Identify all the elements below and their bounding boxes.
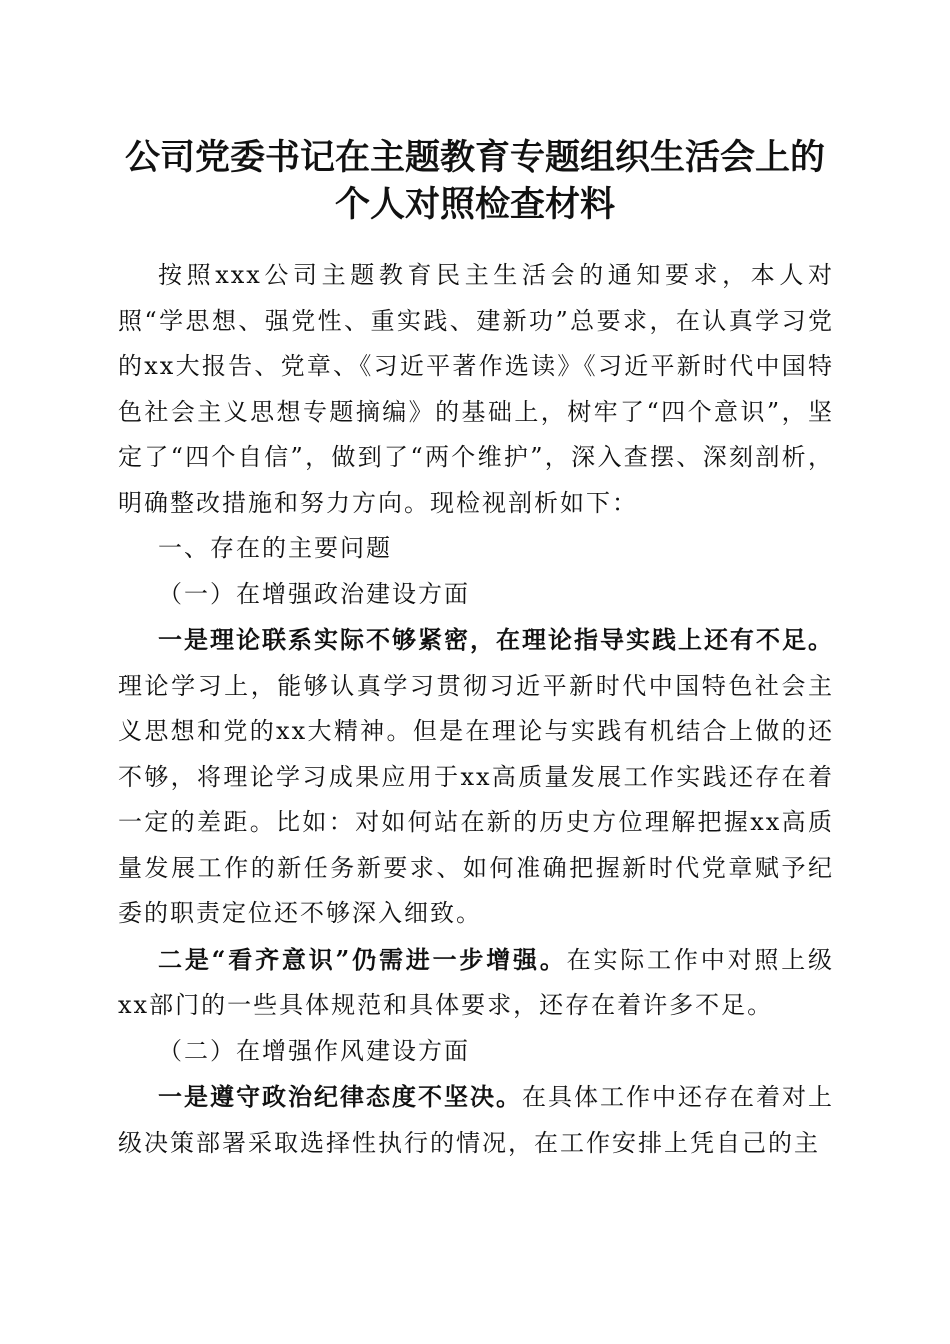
paragraph-political-discipline-lead: 一是遵守政治纪律态度不坚决。 bbox=[158, 1082, 522, 1111]
section-heading-main-problems: 一、存在的主要问题 bbox=[158, 534, 392, 562]
document-title-line-2: 个人对照检查材料 bbox=[334, 184, 615, 225]
paragraph-alignment-awareness bbox=[118, 937, 834, 1029]
intro-paragraph: 按照xxx公司主题教育民主生活会的通知要求，本人对照“学思想、强党性、重实践、建新功”总要求，在认真学习党的xx大报告、党章、《习近平著作选读》《习近平新时代中国特色社会主义思想专题摘编》的基础上，树牢了“四个意识”，坚定了“四个自信”，做到了“两个维护”，深入查摆、深刻剖析，明确整改措施和努力方向。现检视剖析如下： bbox=[118, 261, 834, 517]
paragraph-alignment-awareness-body: 在实际工作中对照上级xx部门的一些具体规范和具体要求，还存在着许多不足。 bbox=[118, 945, 835, 1019]
paragraph-political-discipline bbox=[118, 1074, 834, 1166]
paragraph-political-discipline-body: 在具体工作中还存在着对上级决策部署采取选择性执行的情况，在工作安排上凭自己的主 bbox=[118, 1083, 834, 1157]
document-title-line-1: 公司党委书记在主题教育专题组织生活会上的 bbox=[124, 137, 825, 178]
paragraph-alignment-awareness-lead: 二是“看齐意识”仍需进一步增强。 bbox=[158, 944, 567, 974]
subsection-heading-political: （一）在增强政治建设方面 bbox=[158, 579, 470, 608]
paragraph-theory-practice-body: 理论学习上，能够认真学习贯彻习近平新时代中国特色社会主义思想和党的xx大精神。但是在理论与实践有机结合上做的还不够，将理论学习成果应用于xx高质量发展工作实践还存在着一定的差距。比如：对如何站在新的历史方位理解把握xx高质量发展工作的新任务新要求、如何准确把握新时代党章赋予纪委的职责定位还不够深入细致。 bbox=[118, 671, 834, 927]
document-body bbox=[118, 253, 834, 1166]
subsection-heading-style: （二）在增强作风建设方面 bbox=[158, 1036, 470, 1065]
paragraph-theory-practice-lead: 一是理论联系实际不够紧密，在理论指导实践上还有不足。 bbox=[158, 625, 834, 654]
paragraph-theory-practice bbox=[118, 617, 834, 937]
